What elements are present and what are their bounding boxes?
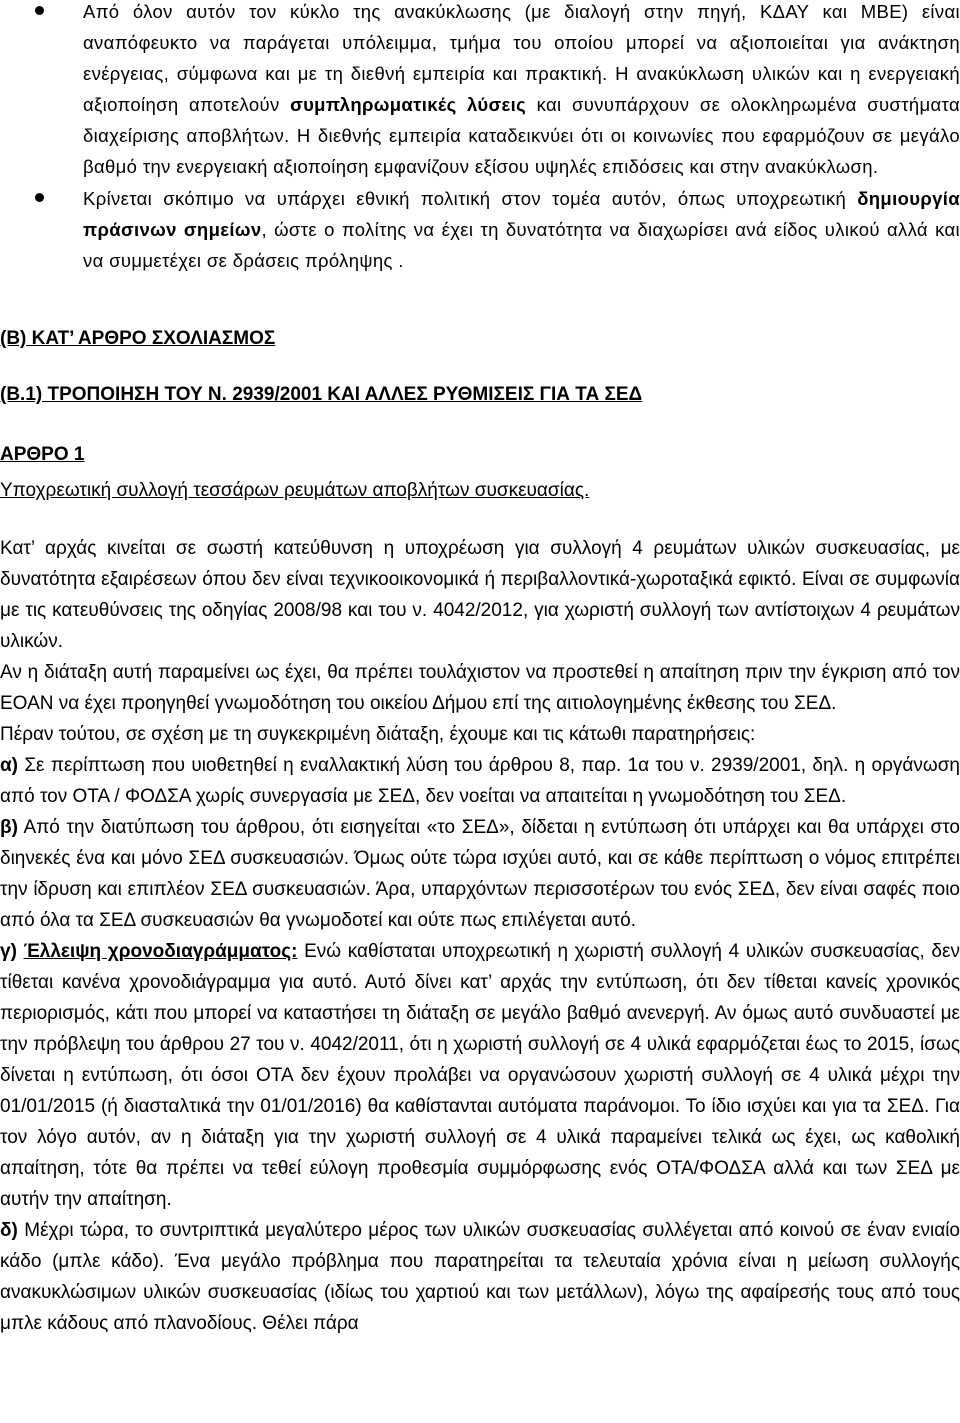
remark-text: Σε περίπτωση που υιοθετηθεί η εναλλακτική λύση του άρθρου 8, παρ. 1α του ν. 2939/2001, δηλ. η οργάνωση από τον ΟΤΑ / ΦΟΔΣΑ χωρίς συνεργασία με ΣΕΔ, δεν νοείται να απαιτείται η γνωμοδότηση του ΣΕΔ. [0, 755, 960, 807]
bullet-text: Από όλον αυτόν τον κύκλο της ανακύκλωσης (με διαλογή στην πηγή, ΚΔΑΥ και ΜΒΕ) είναι αναπόφευκτο να παράγεται υπόλειμμα, τμήμα του οποίου μπορεί να αξιοποιείται για ανάκτηση ενέργειας, σύμφωνα και με τη διεθνή εμπειρία και πρακτική. Η ανακύκλωση υλικών και η ενεργειακή αξιοποίηση αποτελούν [83, 1, 960, 115]
remark-alpha [0, 750, 960, 812]
bullet-text: , ώστε ο πολίτης να έχει τη δυνατότητα να διαχωρίσει ανά είδος υλικού αλλά και να συμμετέχει σε δράσεις πρόληψης . [83, 219, 960, 271]
remark-text: Ενώ καθίσταται υποχρεωτική η χωριστή συλλογή 4 υλικών συσκευασίας, δεν τίθεται κανένα χρονοδιάγραμμα για αυτό. Αυτό δίνει κατ’ αρχάς την εντύπωση, ότι δεν τίθεται κανείς χρονικός περιορισμός, κάτι που μπορεί να καταστήσει τη διάταξη σε μεγάλο βαθμό ανενεργή. Αν όμως αυτό συνδυαστεί με την πρόβλεψη του άρθρου 27 του ν. 4042/2011, ότι η χωριστή συλλογή σε 4 υλικά εφαρμόζεται έως το 2015, ίσως δίνεται η εντύπωση, ότι όσοι ΟΤΑ δεν έχουν προλάβει να οργανώσουν χωριστή συλλογή σε 4 υλικά μέχρι την 01/01/2015 (ή διασταλτικά την 01/01/2016) θα καθίστανται αυτόματα παράνομοι. Το ίδιο ισχύει και για τα ΣΕΔ. Για τον λόγο αυτόν, αν η διάταξη για την χωριστή συλλογή σε 4 υλικά παραμείνει τελικά ως έχει, ως καθολική απαίτηση, τότε θα πρέπει να τεθεί εύλογη προθεσμία συμμόρφωσης ενός ΟΤΑ/ΦΟΔΣΑ αλλά και των ΣΕΔ με αυτήν την απαίτηση. [0, 941, 960, 1210]
bullet-list [0, 0, 960, 276]
bullet-dot-icon [35, 6, 44, 15]
remark-label: δ) [0, 1220, 18, 1241]
bullet-emphasis: συμπληρωματικές λύσεις [290, 94, 527, 115]
bullet-dot-icon [35, 193, 44, 202]
remark-beta [0, 812, 960, 936]
article-heading: ΑΡΘΡΟ 1 [0, 444, 85, 465]
remark-label: α) [0, 755, 19, 776]
article-commentary [0, 533, 960, 1339]
paragraph: Κατ’ αρχάς κινείται σε σωστή κατεύθυνση η υποχρέωση για συλλογή 4 ρευμάτων υλικών συσκευασίας, με δυνατότητα εξαιρέσεων όπου δεν είναι τεχνικοοικονομικά ή περιβαλλοντικά-χωροταξικά εφικτό. Είναι σε συμφωνία με τις κατευθύνσεις της οδηγίας 2008/98 και του ν. 4042/2012, για χωριστή συλλογή των αντίστοιχων 4 ρευμάτων υλικών. [0, 538, 960, 652]
remark-label: γ) [0, 941, 17, 962]
bullet-emphasis: δημιουργία πράσινων σημείων [83, 188, 960, 240]
bullet-item [0, 183, 960, 276]
bullet-text: και συνυπάρχουν σε ολοκληρωμένα συστήματα διαχείρισης αποβλήτων. Η διεθνής εμπειρία καταδεικνύει ότι οι κοινωνίες που εφαρμόζουν σε μεγάλο βαθμό την ενεργειακή αξιοποίηση εμφανίζουν εξίσου υψηλές επιδόσεις και στην ανακύκλωση. [83, 94, 960, 177]
remark-label: β) [0, 817, 18, 838]
section-heading-b1: (Β.1) ΤΡΟΠΟΙΗΣΗ ΤΟΥ Ν. 2939/2001 ΚΑΙ ΑΛΛΕΣ ΡΥΘΜΙΣΕΙΣ ΓΙΑ ΤΑ ΣΕΔ [0, 384, 643, 405]
remark-text: Μέχρι τώρα, το συντριπτικά μεγαλύτερο μέρος των υλικών συσκευασίας συλλέγεται από κοινού σε έναν ενιαίο κάδο (μπλε κάδο). Ένα μεγάλο πρόβλημα που παρατηρείται τα τελευταία χρόνια είναι η μείωση συλλογής ανακυκλώσιμων υλικών συσκευασίας (ιδίως του χαρτιού και των μετάλλων), λόγω της αφαίρεσής τους από τους μπλε κάδους από πλανοδίους. Θέλει πάρα [0, 1220, 960, 1334]
paragraph: Αν η διάταξη αυτή παραμείνει ως έχει, θα πρέπει τουλάχιστον να προστεθεί η απαίτηση πριν την έγκριση από τον ΕΟΑΝ να έχει προηγηθεί γνωμοδότηση του οικείου Δήμου επί της αιτιολογημένης έκθεσης του ΣΕΔ. [0, 662, 960, 714]
section-heading-b: (Β) ΚΑΤ’ ΑΡΘΡΟ ΣΧΟΛΙΑΣΜΟΣ [0, 328, 276, 349]
remark-title: Έλλειψη χρονοδιαγράμματος: [23, 941, 298, 962]
remark-text: Από την διατύπωση του άρθρου, ότι εισηγείται «το ΣΕΔ», δίδεται η εντύπωση ότι υπάρχει και θα υπάρχει στο διηνεκές ένα και μόνο ΣΕΔ συσκευασιών. Όμως ούτε τώρα ισχύει αυτό, και σε κάθε περίπτωση ο νόμος επιτρέπει την ίδρυση και επιπλέον ΣΕΔ συσκευασιών. Άρα, υπαρχόντων περισσοτέρων του ενός ΣΕΔ, δεν είναι σαφές ποιο από όλα τα ΣΕΔ συσκευασιών θα γνωμοδοτεί και ούτε πως επιλέγεται αυτό. [0, 817, 960, 931]
paragraph: Πέραν τούτου, σε σχέση με τη συγκεκριμένη διάταξη, έχουμε και τις κάτωθι παρατηρήσεις: [0, 724, 756, 745]
bullet-text: Κρίνεται σκόπιμο να υπάρχει εθνική πολιτική στον τομέα αυτόν, όπως υποχρεωτική [83, 188, 858, 209]
bullet-item [0, 0, 960, 182]
article-subtitle: Υποχρεωτική συλλογή τεσσάρων ρευμάτων αποβλήτων συσκευασίας. [0, 480, 590, 501]
remark-delta [0, 1215, 960, 1339]
remark-gamma [0, 936, 960, 1215]
